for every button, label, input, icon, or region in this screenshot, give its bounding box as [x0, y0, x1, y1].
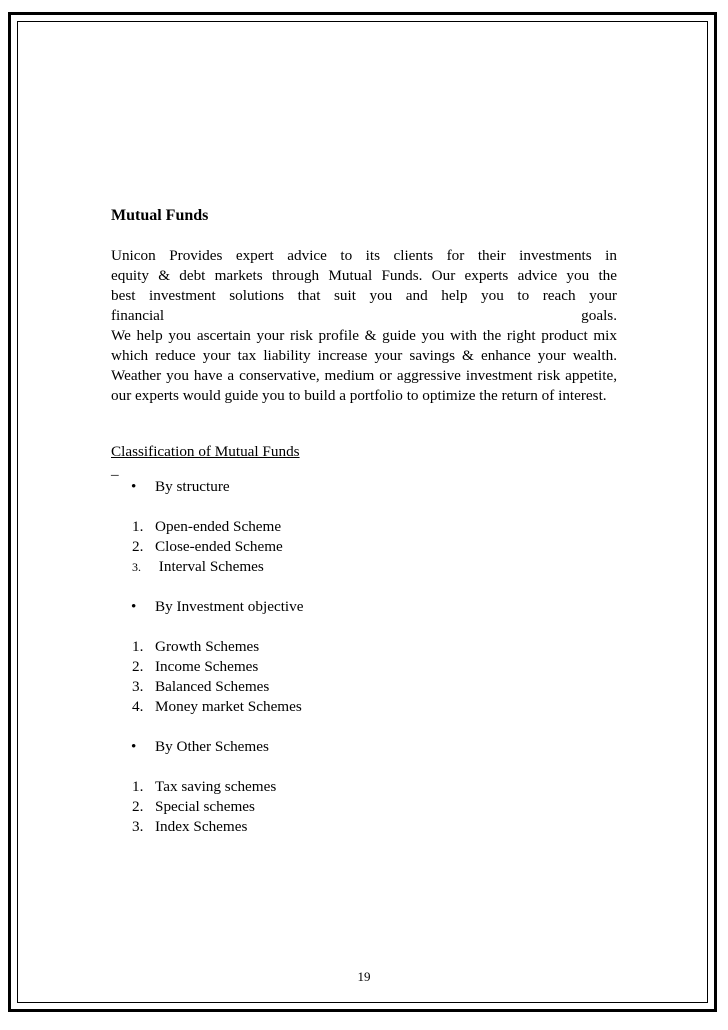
section-heading: Mutual Funds: [111, 207, 209, 224]
list-item-label: Money market Schemes: [155, 698, 302, 715]
list-item: [111, 677, 617, 697]
paragraph-line: financial goals.: [111, 307, 617, 324]
bullet-label: By structure: [155, 478, 230, 495]
list-item-label: Income Schemes: [155, 658, 259, 675]
list-number: 1.: [132, 778, 144, 795]
document-body: [111, 205, 617, 837]
list-item: [111, 517, 617, 537]
list-item: [111, 557, 617, 577]
list-item-label: Growth Schemes: [155, 638, 260, 655]
list-number: 2.: [132, 538, 144, 555]
bullet-icon: •: [131, 598, 137, 615]
list-number: 2.: [132, 658, 144, 675]
list-item: [111, 537, 617, 557]
list-item-label: Special schemes: [155, 798, 255, 815]
page-number: 19: [357, 969, 371, 984]
bullet-item: [111, 477, 617, 497]
list-number: 1.: [132, 518, 144, 535]
classification-title: Classification of Mutual Funds: [111, 443, 300, 460]
list-number: 1.: [132, 638, 144, 655]
bullet-icon: •: [131, 478, 137, 495]
paragraph-line: best investment solutions that suit you and help you to reach your: [111, 287, 617, 304]
bullet-item: [111, 737, 617, 757]
list-number: 2.: [132, 798, 144, 815]
paragraph-line: Unicon Provides expert advice to its clients for their investments in: [111, 247, 617, 264]
bullet-item: [111, 597, 617, 617]
list-item-label: Close-ended Scheme: [155, 538, 283, 555]
advice-paragraph: We help you ascertain your risk profile & guide you with the right product mix which reduce your tax liability increase your savings & enhance your wealth. Weather you have a conservative, medium or aggressive investment risk appetite, our experts would guide you to build a portfolio to optimize the return of interest.: [111, 327, 617, 404]
list-item: [111, 697, 617, 717]
intro-paragraph: [111, 246, 617, 326]
underscore-mark: _: [111, 461, 119, 478]
numbered-list: [111, 637, 617, 717]
list-number: 3.: [132, 560, 141, 574]
list-item-label: Interval Schemes: [158, 558, 264, 575]
list-item: [111, 657, 617, 677]
bullet-label: By Investment objective: [155, 598, 304, 615]
list-item-label: Balanced Schemes: [155, 678, 270, 695]
list-item-label: Index Schemes: [155, 818, 248, 835]
list-number: 4.: [132, 698, 144, 715]
list-item-label: Open-ended Scheme: [155, 518, 282, 535]
list-number: 3.: [132, 678, 144, 695]
list-number: 3.: [132, 818, 144, 835]
numbered-list: [111, 777, 617, 837]
list-item: [111, 817, 617, 837]
list-item-label: Tax saving schemes: [155, 778, 277, 795]
bullet-label: By Other Schemes: [155, 738, 269, 755]
list-item: [111, 797, 617, 817]
bullet-icon: •: [131, 738, 137, 755]
numbered-list: [111, 517, 617, 577]
list-item: [111, 777, 617, 797]
list-item: [111, 637, 617, 657]
paragraph-line: equity & debt markets through Mutual Funds. Our experts advice you the: [111, 267, 617, 284]
